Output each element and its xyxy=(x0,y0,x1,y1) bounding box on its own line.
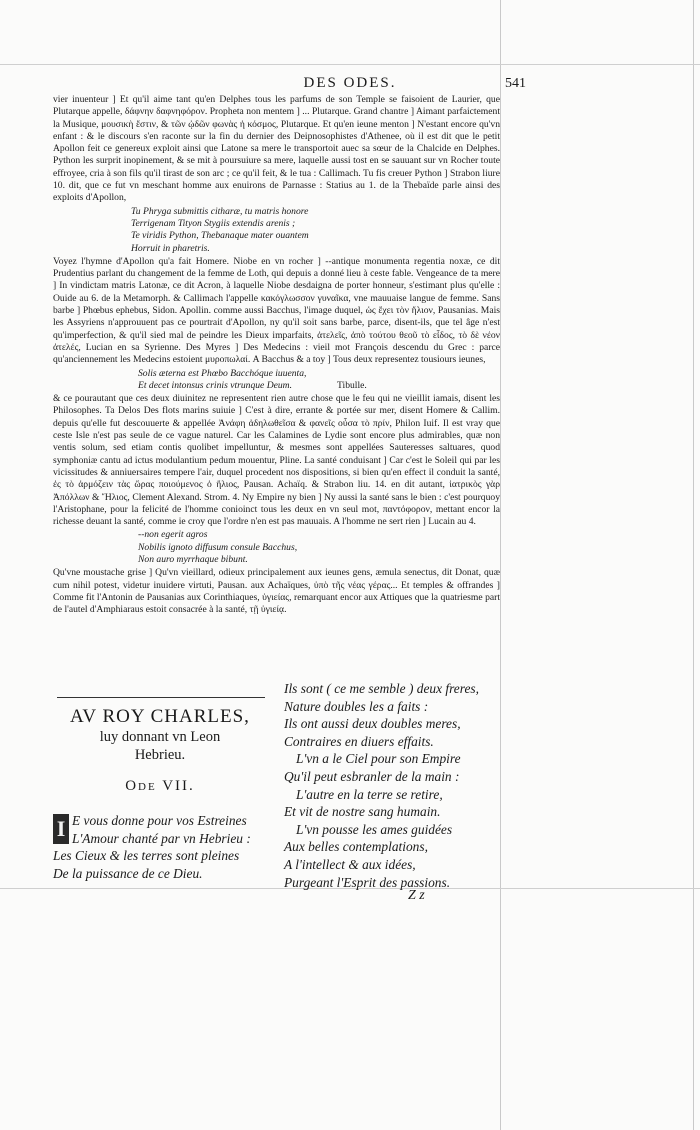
poem-line: Contraires en diuers effaits. xyxy=(284,733,434,749)
commentary-paragraph: Voyez l'hymne d'Apollon qu'a fait Homere. Niobe en vn rocher ] --antique monumenta regentia noxæ, ce dit Prudentius parlant du changement de la femme de Loth, qui depuis a donné lieu à ceste fable. Vengeance de ta mere ] In vindictam matris Latonæ, ce dit Acron, à laquelle Niobe desdaigna de porter honneur, s'estimant plus qu'elle : Ouide au 6. de la Metamorph. & Callimach l'appelle κακόγλωσσον γυναῖκα, vne mauuaise langue de femme. Sans barbe ] Phœbus ephebus, Sidon. Apollin. comme aussi Bacchus, l'image duquel, ὡς ἔχει τὸν ἥλιον, Pausanias. Mais les Assyriens n'approuuent pas ce pourtrait d'Apollon, ny qu'il soit sans barbe, parce, disent-ils, que tel âge n'est qu'imperfection, & qu'il sied mal de peindre les Dieux imparfaits, ἀτελεῖς, ἀπὸ τούτου θεοῦ τὸ εἶδος, τὸ δὲ νέον ἀτελές, Lucian en sa Syrienne. Des Myres ] Des Medecins : vieil mot François descendu du Grec : parce qu'anciennement les Medecins estoient μυροπωλαί. A Bacchus & a toy ] Tous deux representez tousiours ieunes, xyxy=(53,255,500,366)
page-edge-guide xyxy=(500,0,501,1130)
poem-line: De la puissance de ce Dieu. xyxy=(53,865,203,881)
latin-verse-tibullus xyxy=(138,368,500,393)
poem-line: A l'intellect & aux idées, xyxy=(284,856,416,872)
poem-line: E vous donne pour vos Estreines xyxy=(72,813,247,828)
ode-title: AV ROY CHARLES, xyxy=(70,706,250,727)
commentary-paragraph: Qu'vne moustache grise ] Qu'vn vieillard, odieux principalement aux ieunes gens, æmula senectus, dit Donat, quæ cum nihil potest, videtur inuidere virtuti, Pausan. aux Achaïques, ὑπὸ τῆς νέας γέρας... Et temples & offrandes ] Comme fit l'Antonin de Pausanias aux Corinthiaques, ὑγιείας, remarquant encor aux Attiques que la quatriesme part de l'autel d'Amphiaraus estoit consacrée à la santé, τῇ ὑγιείᾳ. xyxy=(53,567,500,616)
verse-line: Horruit in pharetris. xyxy=(131,242,210,254)
verse-text: Et decet intonsus crinis vtrunque Deum. xyxy=(138,379,293,391)
ode-stanza-left xyxy=(53,812,268,882)
poem-line: L'Amour chanté par vn Hebrieu : xyxy=(72,830,251,846)
verse-line: Te viridis Python, Thebanaque mater ouantem xyxy=(131,230,309,242)
header-guide xyxy=(0,64,700,65)
ode-title-block xyxy=(55,706,265,764)
verse-line: Nobilis ignoto diffusum consule Bacchus, xyxy=(138,541,298,553)
verse-line xyxy=(138,380,500,392)
poem-line: Nature doubles les a faits : xyxy=(284,698,429,714)
ode-subtitle: luy donnant vn Leon xyxy=(99,729,221,745)
verse-line: Terrigenam Tityon Stygiis extendis arenis ; xyxy=(131,217,296,229)
ode-subtitle: Hebrieu. xyxy=(134,747,186,763)
latin-verse-statius xyxy=(131,206,500,255)
verse-line: Solis æterna est Phœbo Bacchóque iuuenta, xyxy=(138,367,307,379)
poem-line: Aux belles contemplations, xyxy=(284,839,428,855)
verse-attribution: Tibulle. xyxy=(337,379,367,391)
commentary-paragraph: & ce pourautant que ces deux diuinitez ne representent rien autre chose que le feu qui ne vieillit iamais, disent les Philosophes. Ta Delos Des flots marins suiuie ] C'est à dire, errante & portée sur mer, disent Homere & Callim. depuis qu'elle fut descouuerte & appellée Ἀνάφη ἀδηλωθεῖσα & φανεῖς οὖσα τὸ πρίν, Philon Iuif. Il est vray que ceste Isle n'est pas seule de ce vague naturel. Car les Calamines de Lydie sont encore plus admirables, quæ non ventis solum, sed etiam contis quolibet impelluntur, & mesmes sont appellées Sauteresses saltuares, quod symphoniæ cantu ad ictus modulantium pedum mouentur, Pline. La santé conduisant ] Car c'est le Soleil qui par les vicissitudes & anniuersaires tempere l'air, duquel procedent nos dispositions, si bien qu'en effect il conduit la santé, ἐς τὸ ἁρμόζειν τὰς ὥρας ποιούμενος ὁ ἥλιος, Pausan. Achaïq. & Strabon liu. 14. en dit autant, ἰατρικὸς γὰρ Ἀπόλλων & Ἥλιος, Clement Alexand. Strom. 4. Ny Empire ny bien ] Ny aussi la santé sans le bien : c'est pourquoy l'Aristophane, pour la felicité de l'homme conioinct tous les deux en vn seul mot, παντόφορον, mettant encor la richesse deuant la santé, comme ie croy que l'ordre n'en est pas mauuais. A l'homme ne sert rien ] Lucain au 4. xyxy=(53,393,500,528)
poem-line: L'vn pousse les ames guidées xyxy=(296,821,453,837)
ode-stanza-right xyxy=(284,680,504,891)
ode-number: Ode VII. xyxy=(125,778,195,794)
drop-capital: I xyxy=(53,814,69,844)
commentary-block xyxy=(53,94,500,616)
verse-line: Tu Phryga submittis citharæ, tu matris honore xyxy=(131,205,309,217)
commentary-paragraph: vier inuenteur ] Et qu'il aime tant qu'en Delphes tous les parfums de son Temple se faisoient de Laurier, que Plutarque appelle, δάφνην δαφνηφόρον. Propheta non mentem ] ... Plutarque. Grand chantre ] Aimant parfaictement la Musique, μουσικὴ ἔστιν, & τῶν ᾠδῶν φωνὰς ἡ κόσμος, Plutarque. Et qu'en ieune menton ] N'estant encore qu'vn enfant : & le discours s'en raconte sur la fin du dernier des Deipnosophistes d'Athenee, où il est dit que le petit Apollon feit ce genereux exploit ainsi que Latone sa mere le transportoit auec sa sœur de la Chalcide en Delphes. Python les surprit inopinement, & se mit à poursuiure sa mere, laquelle aussi tost en se sauuant sur vn Rocher toute effroyee, cria à son fils qu'il tirast de son arc ; ce qu'il feit, & le tua : Callimach. Tu fis creuer Python ] Strabon liure 10. dit, que ce fut vn meschant homme aux enuirons de Parnasse : Statius au 1. de la Thebaïde parle ainsi des exploits d'Apollon, xyxy=(53,94,500,204)
poem-line: L'vn a le Ciel pour son Empire xyxy=(296,751,461,767)
verse-line: Non auro myrrhaque bibunt. xyxy=(138,553,248,565)
poem-line: Ils sont ( ce me semble ) deux freres, xyxy=(284,681,479,696)
ode-divider-rule xyxy=(57,697,265,698)
latin-verse-lucan xyxy=(138,529,500,566)
poem-line: Ils ont aussi deux doubles meres, xyxy=(284,716,461,732)
verse-line: --non egerit agros xyxy=(138,529,208,541)
poem-line: Les Cieux & les terres sont pleines xyxy=(53,848,240,863)
running-head: DES ODES. xyxy=(303,75,397,91)
poem-line: Et vit de nostre sang humain. xyxy=(284,804,441,820)
poem-line: Purgeant l'Esprit des passions. xyxy=(284,874,451,890)
signature-mark: Z z xyxy=(408,888,425,903)
page-edge-guide-outer xyxy=(693,0,694,1130)
poem-line: Qu'il peut esbranler de la main : xyxy=(284,768,460,784)
poem-line: L'autre en la terre se retire, xyxy=(296,786,443,802)
page-number: 541 xyxy=(505,76,526,91)
